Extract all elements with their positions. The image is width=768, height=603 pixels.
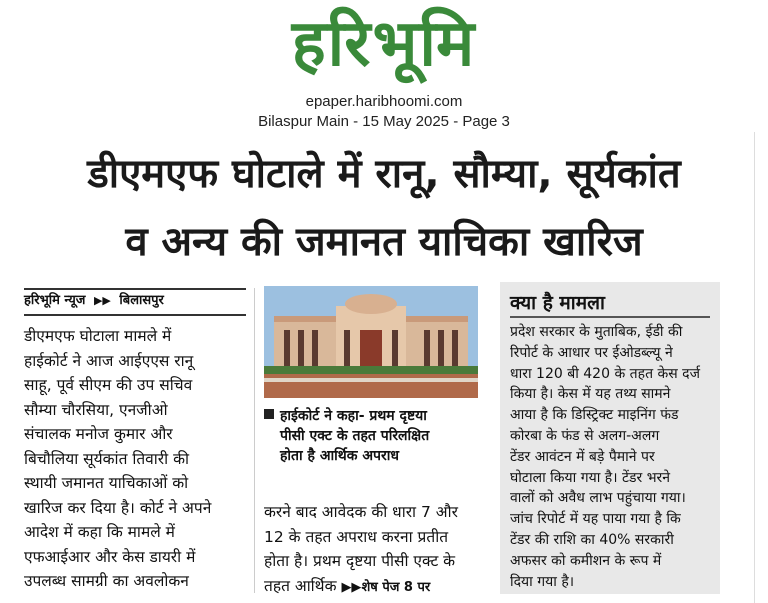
sidebar-line: घोटाला किया गया है। टेंडर भरने [510, 469, 671, 486]
sidebar-line: रिपोर्ट के आधार पर ईओडब्ल्यू ने [510, 344, 673, 361]
headline-line-1: डीएमएफ घोटाले में रानू, सौम्या, सूर्यकांत [87, 151, 681, 197]
body-text: तहत आर्थिक [264, 576, 337, 595]
sidebar-line: वालों को अवैध लाभ पहुंचाया गया। [510, 490, 686, 507]
square-bullet-icon [264, 409, 274, 419]
body-line: साहू, पूर्व सीएम की उप सचिव [24, 376, 193, 394]
continued-link[interactable] [341, 580, 430, 595]
sidebar-line: अफसर को कमीशन के रूप में [510, 552, 662, 569]
caption-line: हाईकोर्ट ने कहा- प्रथम दृष्टया [280, 408, 427, 424]
body-line: बिचौलिया सूर्यकांत तिवारी की [24, 449, 190, 468]
court-building-image [264, 286, 478, 398]
body-line: 12 के तहत अपराध करना प्रतीत [264, 527, 449, 546]
body-line: एफआईआर और केस डायरी में [24, 547, 196, 566]
epaper-url[interactable]: epaper.haribhoomi.com [305, 93, 463, 110]
sidebar-line: किया है। केस में यह तथ्य सामने [510, 386, 671, 403]
body-line: खारिज कर दिया है। कोर्ट ने अपने [24, 498, 212, 517]
newspaper-logo: हरिभूमि [291, 7, 477, 81]
body-line-last [264, 574, 486, 601]
sidebar-line: आया है कि डिस्ट्रिक्ट माइनिंग फंड [510, 407, 679, 424]
high-court-photo [264, 286, 478, 398]
sidebar-title: क्या है मामला [510, 290, 710, 318]
column-divider [254, 288, 255, 593]
photo-caption [264, 406, 484, 466]
byline-agency: हरिभूमि न्यूज [24, 293, 86, 308]
byline [24, 288, 246, 316]
body-line: आदेश में कहा कि मामले में [24, 523, 175, 541]
body-line: होता है। प्रथम दृष्टया पीसी एक्ट के [264, 552, 456, 570]
continued-label: शेष पेज 8 पर [361, 579, 431, 595]
headline-line-2: व अन्य की जमानत याचिका खारिज [125, 219, 643, 265]
body-line: संचालक मनोज कुमार और [24, 425, 173, 443]
body-line: उपलब्ध सामग्री का अवलोकन [24, 572, 189, 590]
sidebar-line: दिया गया है। [510, 573, 575, 590]
double-arrow-icon: ▶▶ [93, 294, 111, 307]
article-column-1 [24, 324, 244, 594]
page-edge-rule [754, 132, 755, 603]
caption-line: पीसी एक्ट के तहत परिलक्षित [280, 428, 430, 444]
masthead [0, 0, 768, 88]
double-arrow-icon: ▶▶ [341, 579, 362, 595]
body-line: स्थायी जमानत याचिकाओं को [24, 474, 189, 492]
body-line: हाईकोर्ट ने आज आईएएस रानू [24, 351, 194, 370]
sidebar-line: धारा 120 बी 420 के तहत केस दर्ज [510, 365, 700, 382]
sidebar-body [510, 322, 714, 592]
article-column-2 [264, 500, 486, 600]
edition-info: Bilaspur Main - 15 May 2025 - Page 3 [258, 113, 510, 130]
sidebar-line: प्रदेश सरकार के मुताबिक, ईडी की [510, 324, 683, 340]
caption-line: होता है आर्थिक अपराध [280, 448, 399, 464]
sidebar-box [500, 282, 720, 594]
body-line: सौम्या चौरसिया, एनजीओ [24, 400, 168, 419]
body-line: करने बाद आवेदक की धारा 7 और [264, 503, 458, 521]
sidebar-line: टेंडर की राशि का 40% सरकारी [510, 531, 674, 548]
byline-place: बिलासपुर [119, 293, 164, 308]
body-line: डीएमएफ घोटाला मामले में [24, 327, 172, 345]
sidebar-line: कोरबा के फंड से अलग-अलग [510, 427, 660, 444]
sidebar-line: टेंडर आवंटन में बड़े पैमाने पर [510, 448, 655, 465]
sidebar-line: जांच रिपोर्ट में यह पाया गया है कि [510, 511, 681, 528]
